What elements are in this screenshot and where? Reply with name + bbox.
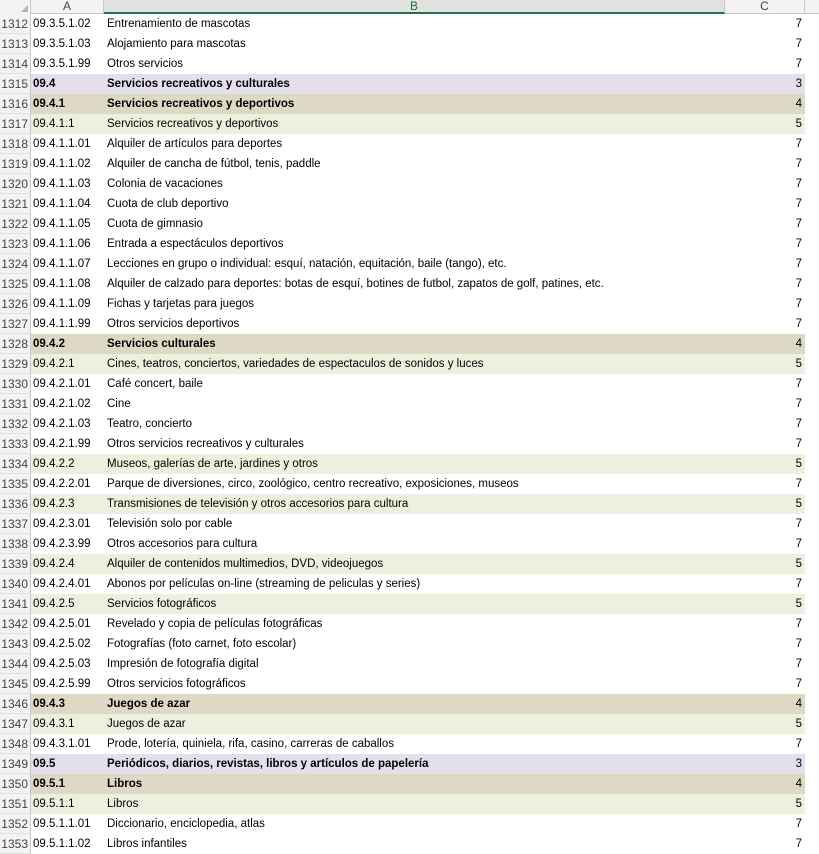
cell-level[interactable]: 7 [795,298,802,310]
table-row [0,214,819,234]
table-row [0,754,819,774]
row-header[interactable]: 1313 [0,34,31,54]
cell-description[interactable]: Servicios culturales [107,338,216,350]
row-cells [31,214,805,234]
cell-code[interactable]: 09.5.1.1.01 [33,818,91,830]
cell-description[interactable]: Alojamiento para mascotas [107,38,246,50]
row-cells [31,494,805,514]
cell-description[interactable]: Abonos por películas on-line (streaming de peliculas y series) [107,578,421,590]
cell-level[interactable]: 7 [795,638,802,650]
table-row [0,694,819,714]
table-row [0,74,819,94]
cell-level[interactable]: 7 [795,238,802,250]
row-cells [31,294,805,314]
row-cells [31,174,805,194]
table-row [0,274,819,294]
cell-code[interactable]: 09.4.2.2.01 [33,478,91,490]
table-row [0,234,819,254]
cell-level[interactable]: 7 [795,318,802,330]
row-cells [31,134,805,154]
cell-description[interactable]: Juegos de azar [107,718,186,730]
cell-level[interactable]: 7 [795,838,802,850]
table-row [0,494,819,514]
table-row [0,514,819,534]
row-header[interactable]: 1317 [0,114,31,134]
cell-code[interactable]: 09.4.1.1.08 [33,278,91,290]
row-cells [31,14,805,34]
cell-description[interactable]: Alquiler de calzado para deportes: botas de esquí, botines de futbol, zapatos de golf, patines, etc. [107,278,604,290]
row-header[interactable]: 1343 [0,634,31,654]
table-row [0,714,819,734]
row-cells [31,534,805,554]
row-cells [31,34,805,54]
row-header[interactable]: 1315 [0,74,31,94]
cell-code[interactable]: 09.4.1.1.99 [33,318,91,330]
row-header[interactable]: 1338 [0,534,31,554]
cell-description[interactable]: Alquiler de cancha de fútbol, tenis, paddle [107,158,321,170]
row-header[interactable]: 1341 [0,594,31,614]
table-row [0,814,819,834]
row-header[interactable]: 1316 [0,94,31,114]
cell-level[interactable]: 7 [795,658,802,670]
cell-level[interactable]: 7 [795,378,802,390]
cell-code[interactable]: 09.4.1.1.05 [33,218,91,230]
cell-description[interactable]: Cuota de club deportivo [107,198,229,210]
cell-description[interactable]: Televisión solo por cable [107,518,233,530]
cell-code[interactable]: 09.3.5.1.03 [33,38,91,50]
row-header[interactable]: 1320 [0,174,31,194]
table-row [0,654,819,674]
cell-level[interactable]: 5 [795,718,802,730]
cell-description[interactable]: Fotografías (foto carnet, foto escolar) [107,638,297,650]
cell-level[interactable]: 7 [795,518,802,530]
column-header-b[interactable]: B [104,0,725,14]
cell-description[interactable]: Revelado y copia de películas fotográficas [107,618,323,630]
cell-level[interactable]: 7 [795,178,802,190]
table-row [0,614,819,634]
row-cells [31,774,805,794]
cell-description[interactable]: Alquiler de artículos para deportes [107,138,283,150]
row-cells [31,334,805,354]
row-cells [31,834,805,854]
cell-code[interactable]: 09.4.3.1.01 [33,738,91,750]
cell-code[interactable]: 09.5 [33,758,56,770]
cell-level[interactable]: 7 [795,198,802,210]
table-row [0,474,819,494]
cell-code[interactable]: 09.4.3 [33,698,65,710]
row-header[interactable]: 1340 [0,574,31,594]
row-cells [31,794,805,814]
cell-level[interactable]: 7 [795,158,802,170]
cell-code[interactable]: 09.4.1.1.01 [33,138,91,150]
row-cells [31,514,805,534]
cell-code[interactable]: 09.4.2.1.02 [33,398,91,410]
cell-code[interactable]: 09.4.3.1 [33,718,75,730]
cell-level[interactable]: 7 [795,18,802,30]
table-row [0,134,819,154]
row-header[interactable]: 1347 [0,714,31,734]
cell-description[interactable]: Impresión de fotografía digital [107,658,259,670]
cell-level[interactable]: 5 [795,458,802,470]
cell-level[interactable]: 5 [795,358,802,370]
cell-description[interactable]: Diccionario, enciclopedia, atlas [107,818,265,830]
row-header[interactable]: 1314 [0,54,31,74]
cell-code[interactable]: 09.4.2.1.99 [33,438,91,450]
cell-description[interactable]: Teatro, concierto [107,418,193,430]
cell-code[interactable]: 09.4.1.1.03 [33,178,91,190]
table-row [0,14,819,34]
row-header[interactable]: 1334 [0,454,31,474]
cell-level[interactable]: 3 [795,758,802,770]
cell-description[interactable]: Prode, lotería, quiniela, rifa, casino, carreras de caballos [107,738,395,750]
cell-level[interactable]: 7 [795,478,802,490]
cell-description[interactable]: Otros servicios fotográficos [107,678,246,690]
table-row [0,574,819,594]
cell-description[interactable]: Parque de diversiones, circo, zoológico, centro recreativo, exposiciones, museos [107,478,519,490]
cell-description[interactable]: Servicios recreativos y culturales [107,78,290,90]
cell-description[interactable]: Libros infantiles [107,838,187,850]
column-header-c[interactable]: C [725,0,805,14]
row-cells [31,314,805,334]
row-header[interactable]: 1312 [0,14,31,34]
cell-level[interactable]: 4 [795,338,802,350]
table-row [0,174,819,194]
cell-level[interactable]: 7 [795,58,802,70]
cell-level[interactable]: 7 [795,678,802,690]
row-header[interactable]: 1345 [0,674,31,694]
cell-description[interactable]: Alquiler de contenidos multimedios, DVD, videojuegos [107,558,384,570]
row-cells [31,754,805,774]
cell-code[interactable]: 09.4.2.3.99 [33,538,91,550]
cell-level[interactable]: 7 [795,438,802,450]
cell-level[interactable]: 5 [795,798,802,810]
cell-code[interactable]: 09.4.2.5.02 [33,638,91,650]
row-header[interactable]: 1353 [0,834,31,854]
row-header[interactable]: 1327 [0,314,31,334]
cell-level[interactable]: 4 [795,778,802,790]
table-row [0,194,819,214]
table-row [0,114,819,134]
cell-code[interactable]: 09.4.2.5.99 [33,678,91,690]
cell-level[interactable]: 7 [795,398,802,410]
cell-code[interactable]: 09.4.2.3 [33,498,75,510]
column-header-a[interactable]: A [31,0,104,14]
row-header[interactable]: 1336 [0,494,31,514]
cell-level[interactable]: 4 [795,98,802,110]
row-header[interactable]: 1349 [0,754,31,774]
table-row [0,314,819,334]
cell-level[interactable]: 5 [795,558,802,570]
cell-description[interactable]: Otros accesorios para cultura [107,538,258,550]
cell-description[interactable]: Entrada a espectáculos deportivos [107,238,284,250]
cell-description[interactable]: Cines, teatros, conciertos, variedades de espectaculos de sonidos y luces [107,358,484,370]
table-row [0,734,819,754]
cell-description[interactable]: Museos, galerías de arte, jardines y otros [107,458,318,470]
table-row [0,394,819,414]
row-header[interactable]: 1332 [0,414,31,434]
table-row [0,354,819,374]
cell-level[interactable]: 7 [795,38,802,50]
row-header[interactable]: 1318 [0,134,31,154]
cell-code[interactable]: 09.4.1 [33,98,65,110]
cell-code[interactable]: 09.4.2.5.01 [33,618,91,630]
cell-description[interactable]: Servicios recreativos y deportivos [107,118,279,130]
cell-level[interactable]: 7 [795,418,802,430]
cell-code[interactable]: 09.4.2.3.01 [33,518,91,530]
row-cells [31,714,805,734]
cell-level[interactable]: 7 [795,538,802,550]
cell-description[interactable]: Cine [107,398,131,410]
cell-level[interactable]: 7 [795,258,802,270]
cell-description[interactable]: Periódicos, diarios, revistas, libros y artículos de papelería [107,758,429,770]
row-header[interactable]: 1339 [0,554,31,574]
row-cells [31,654,805,674]
cell-code[interactable]: 09.3.5.1.99 [33,58,91,70]
cell-code[interactable]: 09.5.1.1.02 [33,838,91,850]
cell-code[interactable]: 09.4 [33,78,56,90]
cell-code[interactable]: 09.4.2.4 [33,558,75,570]
row-header[interactable]: 1325 [0,274,31,294]
cell-description[interactable]: Otros servicios [107,58,184,70]
cell-description[interactable]: Libros [107,798,139,810]
cell-code[interactable]: 09.4.1.1.06 [33,238,91,250]
cell-description[interactable]: Lecciones en grupo o individual: esquí, natación, equitación, baile (tango), etc. [107,258,507,270]
cell-description[interactable]: Juegos de azar [107,698,191,710]
row-cells [31,54,805,74]
table-row [0,434,819,454]
row-cells [31,354,805,374]
cell-description[interactable]: Otros servicios recreativos y culturales [107,438,304,450]
cell-description[interactable]: Colonia de vacaciones [107,178,223,190]
row-cells [31,574,805,594]
row-cells [31,474,805,494]
table-row [0,154,819,174]
row-cells [31,454,805,474]
cell-level[interactable]: 7 [795,218,802,230]
row-cells [31,394,805,414]
table-row [0,534,819,554]
cell-level[interactable]: 7 [795,618,802,630]
table-row [0,34,819,54]
table-row [0,454,819,474]
cell-level[interactable]: 7 [795,278,802,290]
cell-description[interactable]: Servicios fotográficos [107,598,217,610]
row-cells [31,414,805,434]
cell-code[interactable]: 09.5.1 [33,778,65,790]
cell-description[interactable]: Transmisiones de televisión y otros accesorios para cultura [107,498,409,510]
row-cells [31,814,805,834]
cell-description[interactable]: Fichas y tarjetas para juegos [107,298,255,310]
row-cells [31,194,805,214]
row-cells [31,634,805,654]
row-header[interactable]: 1328 [0,334,31,354]
column-header-empty [805,0,819,14]
cell-level[interactable]: 7 [795,738,802,750]
cell-level[interactable]: 7 [795,818,802,830]
row-cells [31,114,805,134]
table-row [0,334,819,354]
table-row [0,54,819,74]
cell-level[interactable]: 7 [795,138,802,150]
cell-code[interactable]: 09.4.1.1.07 [33,258,91,270]
table-row [0,254,819,274]
row-cells [31,154,805,174]
cell-level[interactable]: 3 [795,78,802,90]
row-header[interactable]: 1324 [0,254,31,274]
cell-code[interactable]: 09.4.2.1.03 [33,418,91,430]
row-cells [31,554,805,574]
row-header[interactable]: 1351 [0,794,31,814]
cell-code[interactable]: 09.4.1.1.09 [33,298,91,310]
table-row [0,834,819,854]
table-row [0,294,819,314]
row-cells [31,274,805,294]
cell-description[interactable]: Servicios recreativos y deportivos [107,98,295,110]
cell-level[interactable]: 5 [795,498,802,510]
table-row [0,594,819,614]
row-cells [31,434,805,454]
row-header[interactable]: 1335 [0,474,31,494]
row-header[interactable]: 1344 [0,654,31,674]
row-header[interactable]: 1330 [0,374,31,394]
cell-description[interactable]: Cuota de gimnasio [107,218,203,230]
row-header[interactable]: 1346 [0,694,31,714]
row-header[interactable]: 1331 [0,394,31,414]
cell-code[interactable]: 09.4.2.4.01 [33,578,91,590]
cell-code[interactable]: 09.4.2.5 [33,598,75,610]
row-header[interactable]: 1326 [0,294,31,314]
cell-level[interactable]: 7 [795,578,802,590]
row-header[interactable]: 1337 [0,514,31,534]
select-all-corner[interactable] [0,0,31,14]
table-row [0,774,819,794]
cell-code[interactable]: 09.4.2.1.01 [33,378,91,390]
row-cells [31,254,805,274]
row-header[interactable]: 1329 [0,354,31,374]
row-cells [31,374,805,394]
row-header[interactable]: 1342 [0,614,31,634]
row-header[interactable]: 1350 [0,774,31,794]
row-cells [31,594,805,614]
row-cells [31,674,805,694]
cell-code[interactable]: 09.5.1.1 [33,798,75,810]
table-row [0,634,819,654]
cell-level[interactable]: 5 [795,118,802,130]
cell-code[interactable]: 09.3.5.1.02 [33,18,91,30]
grid-rows [0,14,819,854]
row-header[interactable]: 1352 [0,814,31,834]
row-cells [31,614,805,634]
row-header[interactable]: 1321 [0,194,31,214]
cell-code[interactable]: 09.4.2 [33,338,65,350]
cell-description[interactable]: Otros servicios deportivos [107,318,240,330]
table-row [0,554,819,574]
cell-level[interactable]: 5 [795,598,802,610]
row-header[interactable]: 1319 [0,154,31,174]
row-header[interactable]: 1323 [0,234,31,254]
table-row [0,794,819,814]
column-header-bar [0,0,819,14]
row-cells [31,94,805,114]
cell-code[interactable]: 09.4.2.2 [33,458,75,470]
row-cells [31,694,805,714]
cell-code[interactable]: 09.4.1.1.02 [33,158,91,170]
cell-description[interactable]: Entrenamiento de mascotas [107,18,251,30]
cell-code[interactable]: 09.4.1.1.04 [33,198,91,210]
table-row [0,674,819,694]
row-cells [31,234,805,254]
table-row [0,94,819,114]
cell-description[interactable]: Café concert, baile [107,378,203,390]
row-cells [31,734,805,754]
cell-level[interactable]: 4 [795,698,802,710]
table-row [0,374,819,394]
cell-description[interactable]: Libros [107,778,143,790]
cell-code[interactable]: 09.4.1.1 [33,118,75,130]
row-header[interactable]: 1348 [0,734,31,754]
row-cells [31,74,805,94]
row-header[interactable]: 1322 [0,214,31,234]
cell-code[interactable]: 09.4.2.1 [33,358,75,370]
table-row [0,414,819,434]
row-header[interactable]: 1333 [0,434,31,454]
cell-code[interactable]: 09.4.2.5.03 [33,658,91,670]
